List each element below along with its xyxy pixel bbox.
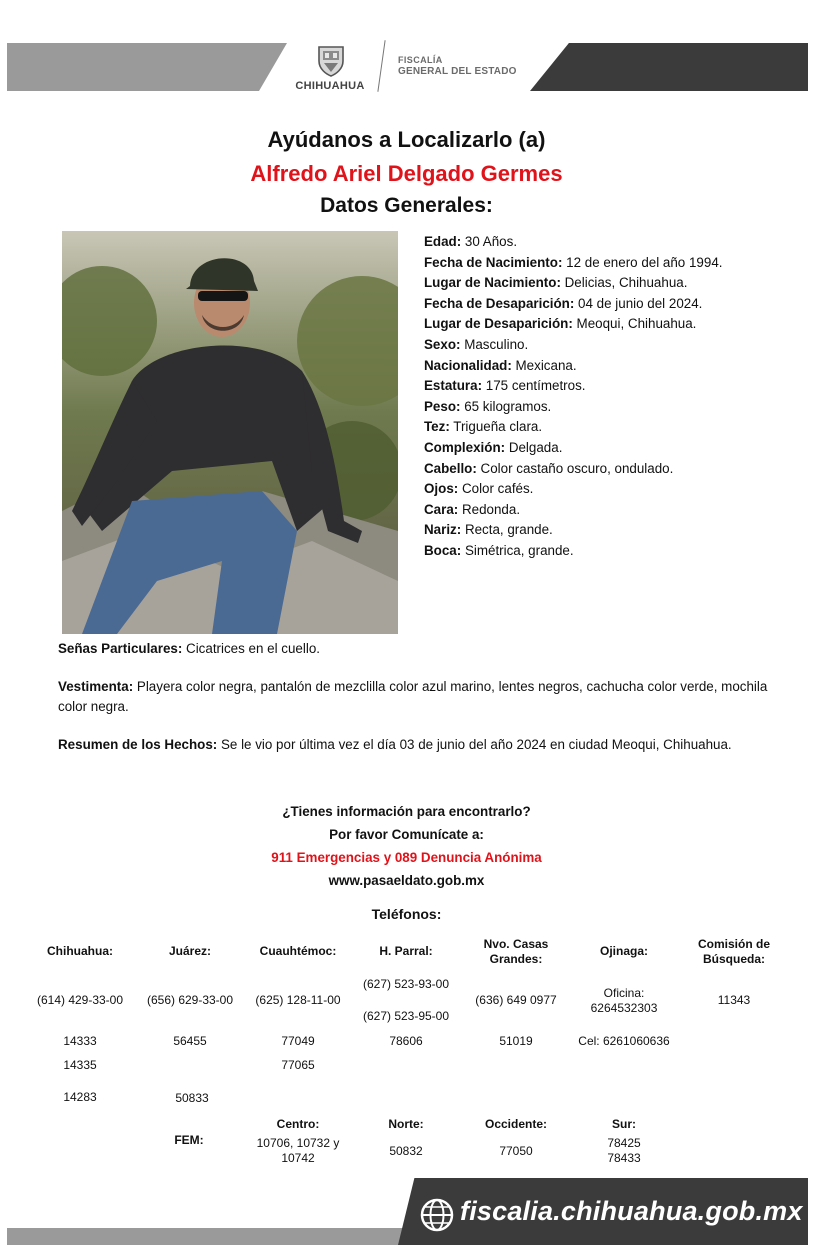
clothing-description: Vestimenta: Playera color negra, pantalón de mezclilla color azul marino, lentes negros, cachucha color verde, mochila color negra. (58, 679, 768, 714)
ext-nvo-casas-grandes-1: 51019 (499, 1034, 533, 1048)
section-title: Datos Generales: (320, 194, 493, 217)
phone-header-juarez: Juárez: (168, 944, 212, 958)
fem-header-norte: Norte: (388, 1117, 424, 1131)
ext-juarez-1: 56455 (173, 1034, 207, 1048)
phone-juarez[interactable]: (656) 629-33-00 (146, 993, 234, 1007)
detail-row: Edad: 30 Años. (424, 234, 518, 249)
contact-please: Por favor Comunícate a: (329, 827, 484, 842)
phone-cuauhtemoc[interactable]: (625) 128-11-00 (255, 993, 341, 1007)
fem-occidente-ext: 77050 (499, 1144, 533, 1158)
detail-row: Ojos: Color cafés. (424, 481, 534, 497)
missing-person-name: Alfredo Ariel Delgado Germes (250, 161, 563, 186)
state-name: CHIHUAHUA (295, 80, 365, 92)
fem-sur-ext: 78425 78433 (607, 1136, 641, 1165)
ext-juarez-2: 50833 (175, 1091, 209, 1105)
ext-parral-1: 78606 (389, 1034, 423, 1048)
fem-centro-ext: 10706, 10732 y 10742 (256, 1136, 340, 1165)
header-divider (377, 40, 385, 92)
detail-row: Fecha de Desaparición: 04 de junio del 2024. (424, 295, 703, 311)
detail-row: Fecha de Nacimiento: 12 de enero del año 1994. (424, 254, 723, 270)
fem-label: FEM: (174, 1133, 204, 1147)
phone-parral-1[interactable]: (627) 523-93-00 (362, 977, 450, 991)
ext-chihuahua-3: 14283 (63, 1090, 97, 1104)
phone-header-parral: H. Parral: (379, 944, 433, 958)
ext-cuauhtemoc-1: 77049 (281, 1034, 315, 1048)
state-shield-icon (316, 45, 346, 77)
phone-comision-busqueda[interactable]: 11343 (717, 993, 751, 1007)
header-band-left (7, 43, 287, 91)
fem-header-occidente: Occidente: (484, 1117, 547, 1131)
fem-norte-ext: 50832 (389, 1144, 423, 1158)
facts-summary: Resumen de los Hechos: Se le vio por última vez el día 03 de junio del año 2024 en ciudad Meoqui, Chihuahua. (58, 737, 732, 752)
fem-header-sur: Sur: (612, 1117, 636, 1131)
agency-name-line2: GENERAL DEL ESTADO (398, 66, 517, 77)
agency-name-line1: FISCALÍA (398, 55, 443, 65)
fem-header-centro: Centro: (276, 1117, 320, 1131)
footer-band-grey (7, 1228, 427, 1245)
agency-website-link[interactable]: fiscalia.chihuahua.gob.mx (460, 1196, 803, 1226)
detail-row: Cabello: Color castaño oscuro, ondulado. (424, 460, 674, 476)
phone-nvo-casas-grandes[interactable]: (636) 649 0977 (475, 993, 557, 1007)
header-band-right (530, 43, 808, 91)
detail-row: Estatura: 175 centímetros. (424, 378, 586, 394)
distinctive-marks: Señas Particulares: Cicatrices en el cuello. (58, 641, 320, 656)
phones-title: Teléfonos: (371, 906, 442, 922)
phone-chihuahua[interactable]: (614) 429-33-00 (36, 993, 124, 1007)
detail-row: Lugar de Desaparición: Meoqui, Chihuahua. (424, 316, 697, 332)
detail-row: Nacionalidad: Mexicana. (424, 357, 577, 373)
phone-header-ojinaga: Ojinaga: (599, 944, 648, 958)
missing-person-photo (62, 231, 398, 634)
emergency-numbers: 911 Emergencias y 089 Denuncia Anónima (271, 850, 542, 865)
ext-cuauhtemoc-2: 77065 (281, 1058, 315, 1072)
phone-header-comision-busqueda: Comisión de Búsqueda: (697, 937, 770, 966)
phone-header-nvo-casas-grandes: Nvo. Casas Grandes: (483, 937, 549, 966)
tip-website-link[interactable]: www.pasaeldato.gob.mx (328, 873, 485, 888)
contact-question: ¿Tienes información para encontrarlo? (282, 804, 531, 819)
detail-row: Peso: 65 kilogramos. (424, 398, 552, 414)
detail-row: Boca: Simétrica, grande. (424, 542, 574, 558)
ext-chihuahua-2: 14335 (63, 1058, 97, 1072)
detail-row: Tez: Trigueña clara. (424, 419, 543, 435)
general-data-list (424, 232, 804, 562)
phone-ojinaga-office[interactable]: Oficina: 6264532303 (590, 986, 658, 1015)
detail-row: Nariz: Recta, grande. (424, 522, 553, 538)
detail-row: Cara: Redonda. (424, 501, 521, 517)
detail-row: Sexo: Masculino. (424, 336, 529, 352)
ext-chihuahua-1: 14333 (63, 1034, 97, 1048)
detail-row: Lugar de Nacimiento: Delicias, Chihuahua. (424, 275, 688, 291)
page-title: Ayúdanos a Localizarlo (a) (267, 127, 546, 152)
globe-icon (420, 1198, 454, 1232)
phone-header-chihuahua: Chihuahua: (47, 944, 113, 958)
detail-row: Complexión: Delgada. (424, 439, 563, 455)
phone-parral-2[interactable]: (627) 523-95-00 (362, 1009, 450, 1023)
phone-header-cuauhtemoc: Cuauhtémoc: (259, 944, 337, 958)
phone-ojinaga-cell[interactable]: Cel: 6261060636 (578, 1034, 670, 1048)
